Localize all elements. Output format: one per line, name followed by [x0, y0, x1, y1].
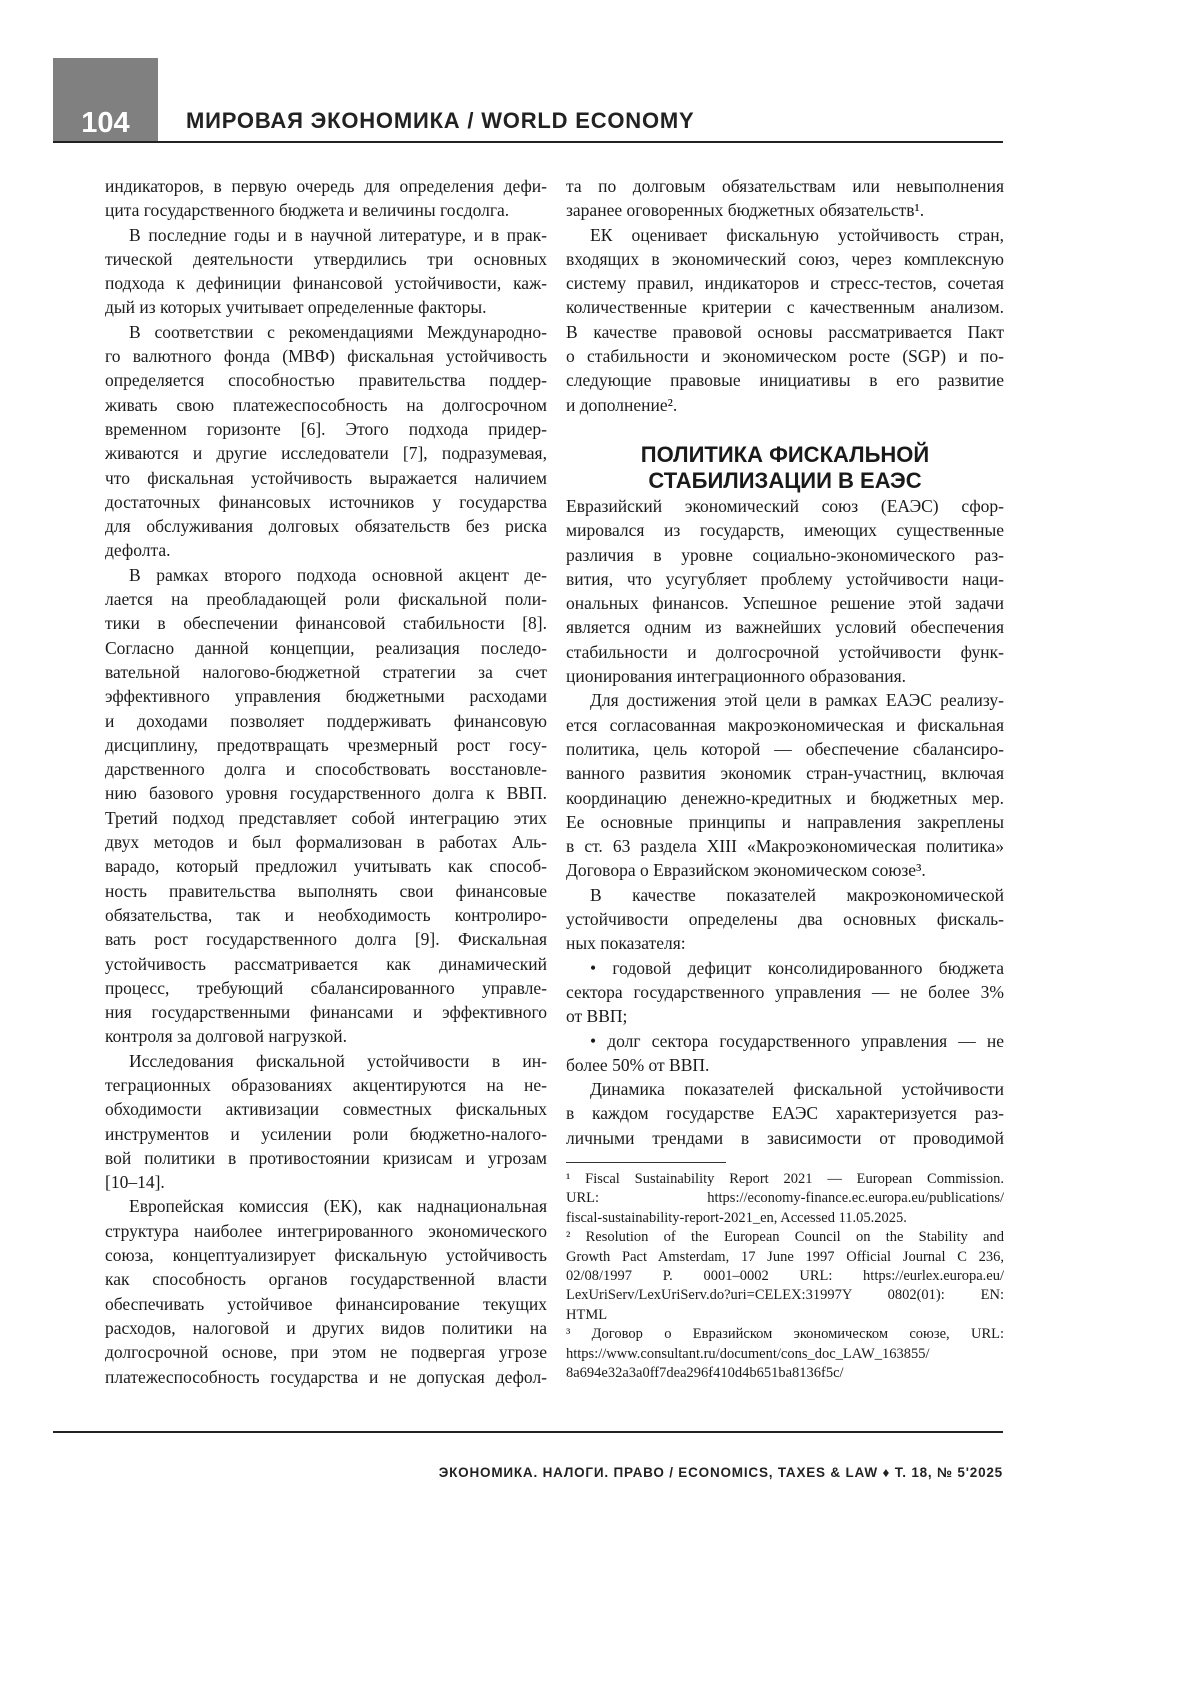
page-number-badge — [53, 58, 158, 142]
text-line: является одним из важнейших условий обеспечения — [566, 617, 1004, 638]
text-line: различия в уровне социально-экономического раз- — [566, 544, 1004, 565]
text-line: Третий подход представляет собой интеграцию этих — [105, 807, 547, 828]
text-line: устойчивость рассматривается как динамический — [105, 953, 547, 974]
footnotes — [566, 1170, 1004, 1383]
text-line: Договора о Евразийском экономическом союзе³. — [566, 860, 926, 881]
paragraph — [566, 688, 1004, 882]
bullet-item — [566, 956, 1004, 1029]
text-line: • годовой дефицит консолидированного бюджета — [590, 957, 1004, 978]
text-line: го валютного фонда (МВФ) фискальная устойчивость — [105, 346, 547, 367]
text-line: вой политики в противостоянии кризисам и угрозам — [105, 1147, 547, 1168]
text-line: дарственного долга и способствовать восстановле- — [105, 759, 547, 780]
paragraph — [105, 563, 547, 1049]
text-line: устойчивости определены два основных фискаль- — [566, 909, 1004, 930]
text-line: нию базового уровня государственного долга к ВВП. — [105, 783, 547, 804]
text-line: и дополнение². — [566, 394, 678, 415]
text-line: Согласно данной концепции, реализация последо- — [105, 637, 547, 658]
text-line: как способность органов государственной власти — [105, 1269, 547, 1290]
bullet-item — [566, 1029, 1004, 1078]
text-line: дефолта. — [105, 540, 171, 561]
text-line: платежеспособность государства и не допуская дефол- — [105, 1366, 547, 1387]
footnote-line: 02/08/1997 P. 0001–0002 URL: https://eurlex.europa.eu/ — [566, 1268, 1004, 1285]
footnote — [566, 1170, 1004, 1228]
text-line: входящих в экономический союз, через комплексную — [566, 248, 1004, 269]
text-line: вития, что усугубляет проблему устойчивости наци- — [566, 568, 1004, 589]
text-line: мировался из государств, имеющих существенные — [566, 520, 1004, 541]
text-line: ванного развития экономик стран-участниц, включая — [566, 763, 1004, 784]
text-line: тической деятельности утвердились три основных — [105, 248, 547, 269]
text-line: количественные критерии с качественным анализом. — [566, 297, 1004, 318]
text-line: теграционных образованиях акцентируются на не- — [105, 1074, 547, 1095]
text-line: в ст. 63 раздела XIII «Макроэкономическая политика» — [566, 836, 1004, 857]
text-line: ется согласованная макроэкономическая и фискальная — [566, 714, 1004, 735]
text-line: варадо, который предложил учитывать как способ- — [105, 856, 547, 877]
text-line: лается на преобладающей роли фискальной поли- — [105, 589, 547, 610]
text-line: стабильности и долгосрочной устойчивости функ- — [566, 641, 1004, 662]
text-line: обеспечивать устойчивое финансирование текущих — [105, 1293, 547, 1314]
text-line: более 50% от ВВП. — [566, 1054, 710, 1075]
text-line: и доходами позволяет поддерживать финансовую — [105, 710, 547, 731]
text-line: контроля за долговой нагрузкой. — [105, 1026, 347, 1047]
text-line: о стабильности и экономическом росте (SGP) и по- — [566, 346, 1004, 367]
text-line: координацию денежно-кредитных и бюджетных мер. — [566, 787, 1004, 808]
text-line: В рамках второго подхода основной акцент де- — [129, 564, 547, 585]
section-heading — [566, 442, 1004, 494]
text-line: Ее основные принципы и направления закреплены — [566, 811, 1004, 832]
footnote-separator — [566, 1162, 726, 1163]
text-line: [10–14]. — [105, 1172, 165, 1193]
text-line: долгосрочной основе, при этом не подвергая угрозе — [105, 1342, 547, 1363]
text-line: обязательства, так и необходимость контролиро- — [105, 904, 547, 925]
paragraph — [105, 223, 547, 320]
text-line: для обслуживания долговых обязательств без риска — [105, 516, 547, 537]
text-line: В качестве показателей макроэкономической — [590, 884, 1004, 905]
header-rule — [53, 141, 1003, 143]
footnote-line: 8a694e32a3a0ff7dea296f410d4b651ba8136f5c/ — [566, 1365, 844, 1382]
text-line: Евразийский экономический союз (ЕАЭС) сфор- — [566, 495, 1004, 516]
footnote — [566, 1325, 1004, 1383]
text-line: заранее оговоренных бюджетных обязательств¹. — [566, 200, 925, 221]
paragraph — [105, 1194, 547, 1388]
text-line: вать рост государственного долга [9]. Фискальная — [105, 929, 547, 950]
text-line: вательной налогово-бюджетной стратегии за счет — [105, 661, 547, 682]
text-line: Европейская комиссия (ЕК), как наднациональная — [129, 1196, 547, 1217]
text-line: достаточных финансовых источников у государства — [105, 491, 547, 512]
text-line: Для достижения этой цели в рамках ЕАЭС реализу- — [590, 690, 1004, 711]
footer-rule — [53, 1431, 1003, 1433]
text-line: • долг сектора государственного управления — не — [590, 1030, 1004, 1051]
text-line: В последние годы и в научной литературе, и в прак- — [129, 224, 547, 245]
text-line: та по долговым обязательствам или невыполнения — [566, 176, 1004, 196]
text-line: живать свою платежеспособность на долгосрочном — [105, 394, 547, 415]
text-line: тики в обеспечении финансовой стабильности [8]. — [105, 613, 547, 634]
footnote-line: Growth Pact Amsterdam, 17 June 1997 Official Journal C 236, — [566, 1248, 1004, 1265]
text-line: В качестве правовой основы рассматривается Пакт — [566, 321, 1004, 342]
paragraph — [566, 223, 1004, 417]
footnote — [566, 1228, 1004, 1325]
text-line: структура наиболее интегрированного экономического — [105, 1220, 547, 1241]
text-line: цита государственного бюджета и величины госдолга. — [105, 200, 510, 221]
paragraph — [105, 1049, 547, 1195]
text-line: подхода к дефиниции финансовой устойчивости, каж- — [105, 273, 547, 294]
text-line: обходимости активизации совместных фискальных — [105, 1099, 547, 1120]
page-number: 104 — [81, 107, 130, 139]
footnote-line: LexUriServ/LexUriServ.do?uri=CELEX:31997Y 0802(01): EN: — [566, 1287, 1004, 1304]
paragraph — [105, 174, 547, 223]
paragraph — [566, 174, 1004, 223]
text-line: союза, концептуализирует фискальную устойчивость — [105, 1245, 547, 1266]
text-line: от ВВП; — [566, 1006, 628, 1027]
text-line: временном горизонте [6]. Этого подхода придер- — [105, 418, 547, 439]
text-line: систему правил, индикаторов и стресс-тестов, сочетая — [566, 273, 1004, 294]
text-line: расходов, налоговой и других видов политики на — [105, 1317, 547, 1338]
text-line: что фискальная устойчивость выражается наличием — [105, 467, 547, 488]
text-line: Динамика показателей фискальной устойчивости — [590, 1079, 1004, 1100]
text-line: политика, цель которой — обеспечение сбалансиро- — [566, 738, 1004, 759]
text-line: ональных финансов. Успешное решение этой задачи — [566, 593, 1004, 614]
footnote-line: ¹ Fiscal Sustainability Report 2021 — European Commission. — [566, 1171, 1004, 1187]
footnote-line: HTML — [566, 1306, 608, 1323]
footnote-line: ³ Договор о Евразийском экономическом союзе, URL: — [566, 1326, 1004, 1343]
text-line: в каждом государстве ЕАЭС характеризуется раз- — [566, 1103, 1004, 1124]
text-line: эффективного управления бюджетными расходами — [105, 686, 547, 707]
text-line: инструментов и усилении роли бюджетно-налого- — [105, 1123, 547, 1144]
text-line: дисциплину, предотвращать чрезмерный рост госу- — [105, 734, 547, 755]
text-column-left — [105, 174, 547, 1389]
text-line: В соответствии с рекомендациями Международно- — [129, 321, 547, 342]
footnote-line: ² Resolution of the European Council on the Stability and — [566, 1229, 1004, 1246]
paragraph — [566, 494, 1004, 688]
footnote-line: URL: https://economy-finance.ec.europa.eu/publications/ — [566, 1190, 1004, 1207]
text-line: Исследования фискальной устойчивости в ин- — [129, 1050, 547, 1071]
text-line: процесс, требующий сбалансированного управле- — [105, 977, 547, 998]
text-line: ность правительства выполнять свои финансовые — [105, 880, 547, 901]
text-column-right — [566, 174, 1004, 1150]
text-line: живаются и другие исследователи [7], подразумевая, — [105, 443, 547, 464]
text-line: индикаторов, в первую очередь для определения дефи- — [105, 176, 547, 196]
section-heading-line: ПОЛИТИКА ФИСКАЛЬНОЙ — [640, 441, 930, 467]
footnote-line: fiscal-sustainability-report-2021_en, Accessed 11.05.2025. — [566, 1209, 907, 1226]
section-heading-line: СТАБИЛИЗАЦИИ В ЕАЭС — [648, 467, 922, 493]
text-line: ционирования интеграционного образования. — [566, 666, 907, 687]
text-line: следующие правовые инициативы в его развитие — [566, 370, 1004, 391]
text-line: ЕК оценивает фискальную устойчивость стран, — [590, 224, 1004, 245]
text-line: ных показателя: — [566, 933, 686, 954]
journal-footer: ЭКОНОМИКА. НАЛОГИ. ПРАВО / ECONOMICS, TAXES & LAW ♦ Т. 18, № 5'2025 — [438, 1465, 1003, 1480]
running-head-title: МИРОВАЯ ЭКОНОМИКА / WORLD ECONOMY — [186, 108, 695, 133]
paragraph — [566, 1077, 1004, 1150]
text-line: двух методов и был формализован в работах Аль- — [105, 832, 547, 853]
text-line: ния государственными финансами и эффективного — [105, 1002, 547, 1023]
footnote-line: https://www.consultant.ru/document/cons_doc_LAW_163855/ — [566, 1345, 930, 1362]
paragraph — [566, 883, 1004, 956]
text-line: определяется способностью правительства поддер- — [105, 370, 547, 391]
text-line: личными трендами в зависимости от проводимой — [566, 1127, 1004, 1148]
paragraph — [105, 320, 547, 563]
text-line: сектора государственного управления — не более 3% — [566, 981, 1004, 1002]
text-line: дый из которых учитывает определенные факторы. — [105, 297, 487, 318]
